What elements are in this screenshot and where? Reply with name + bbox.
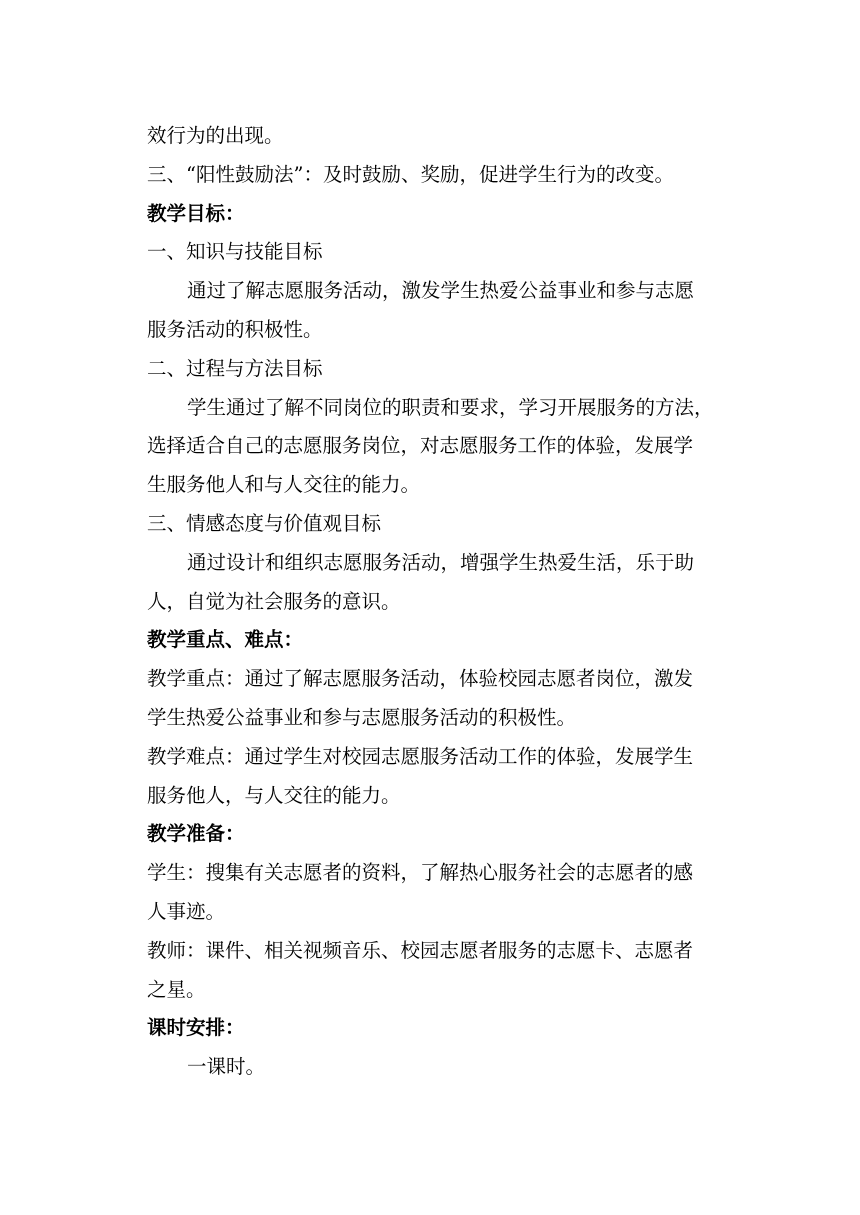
paragraph-line: 服务他人，与人交往的能力。 bbox=[147, 783, 401, 807]
paragraph-line: 通过设计和组织志愿服务活动，增强学生热爱生活，乐于助 bbox=[187, 550, 695, 574]
subheading-emotion-values: 三、情感态度与价值观目标 bbox=[147, 511, 382, 535]
paragraph-line: 教学难点：通过学生对校园志愿服务活动工作的体验，发展学生 bbox=[147, 744, 694, 768]
paragraph-line: 选择适合自己的志愿服务岗位，对志愿服务工作的体验，发展学 bbox=[147, 434, 694, 458]
paragraph-line: 教学重点：通过了解志愿服务活动，体验校园志愿者岗位，激发 bbox=[147, 667, 694, 691]
paragraph-line: 之星。 bbox=[147, 977, 206, 1001]
section-heading-teaching-preparation: 教学准备： bbox=[147, 822, 245, 846]
paragraph-line: 效行为的出现。 bbox=[147, 124, 284, 147]
subheading-process-methods: 二、过程与方法目标 bbox=[147, 356, 323, 380]
paragraph-line: 学生：搜集有关志愿者的资料，了解热心服务社会的志愿者的感 bbox=[147, 861, 694, 885]
paragraph-line: 三、“阳性鼓励法”：及时鼓励、奖励，促进学生行为的改变。 bbox=[147, 162, 674, 186]
section-heading-class-schedule: 课时安排： bbox=[147, 1016, 245, 1040]
paragraph-line: 通过了解志愿服务活动，激发学生热爱公益事业和参与志愿 bbox=[187, 279, 695, 303]
section-heading-teaching-goals: 教学目标： bbox=[147, 201, 245, 225]
paragraph-line: 人，自觉为社会服务的意识。 bbox=[147, 589, 401, 613]
paragraph-line: 生服务他人和与人交往的能力。 bbox=[147, 473, 421, 497]
paragraph-line: 一课时。 bbox=[187, 1055, 266, 1079]
paragraph-line: 学生通过了解不同岗位的职责和要求，学习开展服务的方法， bbox=[187, 395, 714, 419]
paragraph-line: 学生热爱公益事业和参与志愿服务活动的积极性。 bbox=[147, 705, 577, 729]
paragraph-line: 教师：课件、相关视频音乐、校园志愿者服务的志愿卡、志愿者 bbox=[147, 938, 694, 962]
paragraph-line: 人事迹。 bbox=[147, 899, 226, 923]
section-heading-key-difficult-points: 教学重点、难点： bbox=[147, 628, 304, 652]
subheading-knowledge-skills: 一、知识与技能目标 bbox=[147, 240, 323, 264]
paragraph-line: 服务活动的积极性。 bbox=[147, 317, 323, 341]
document-body bbox=[147, 117, 717, 1087]
